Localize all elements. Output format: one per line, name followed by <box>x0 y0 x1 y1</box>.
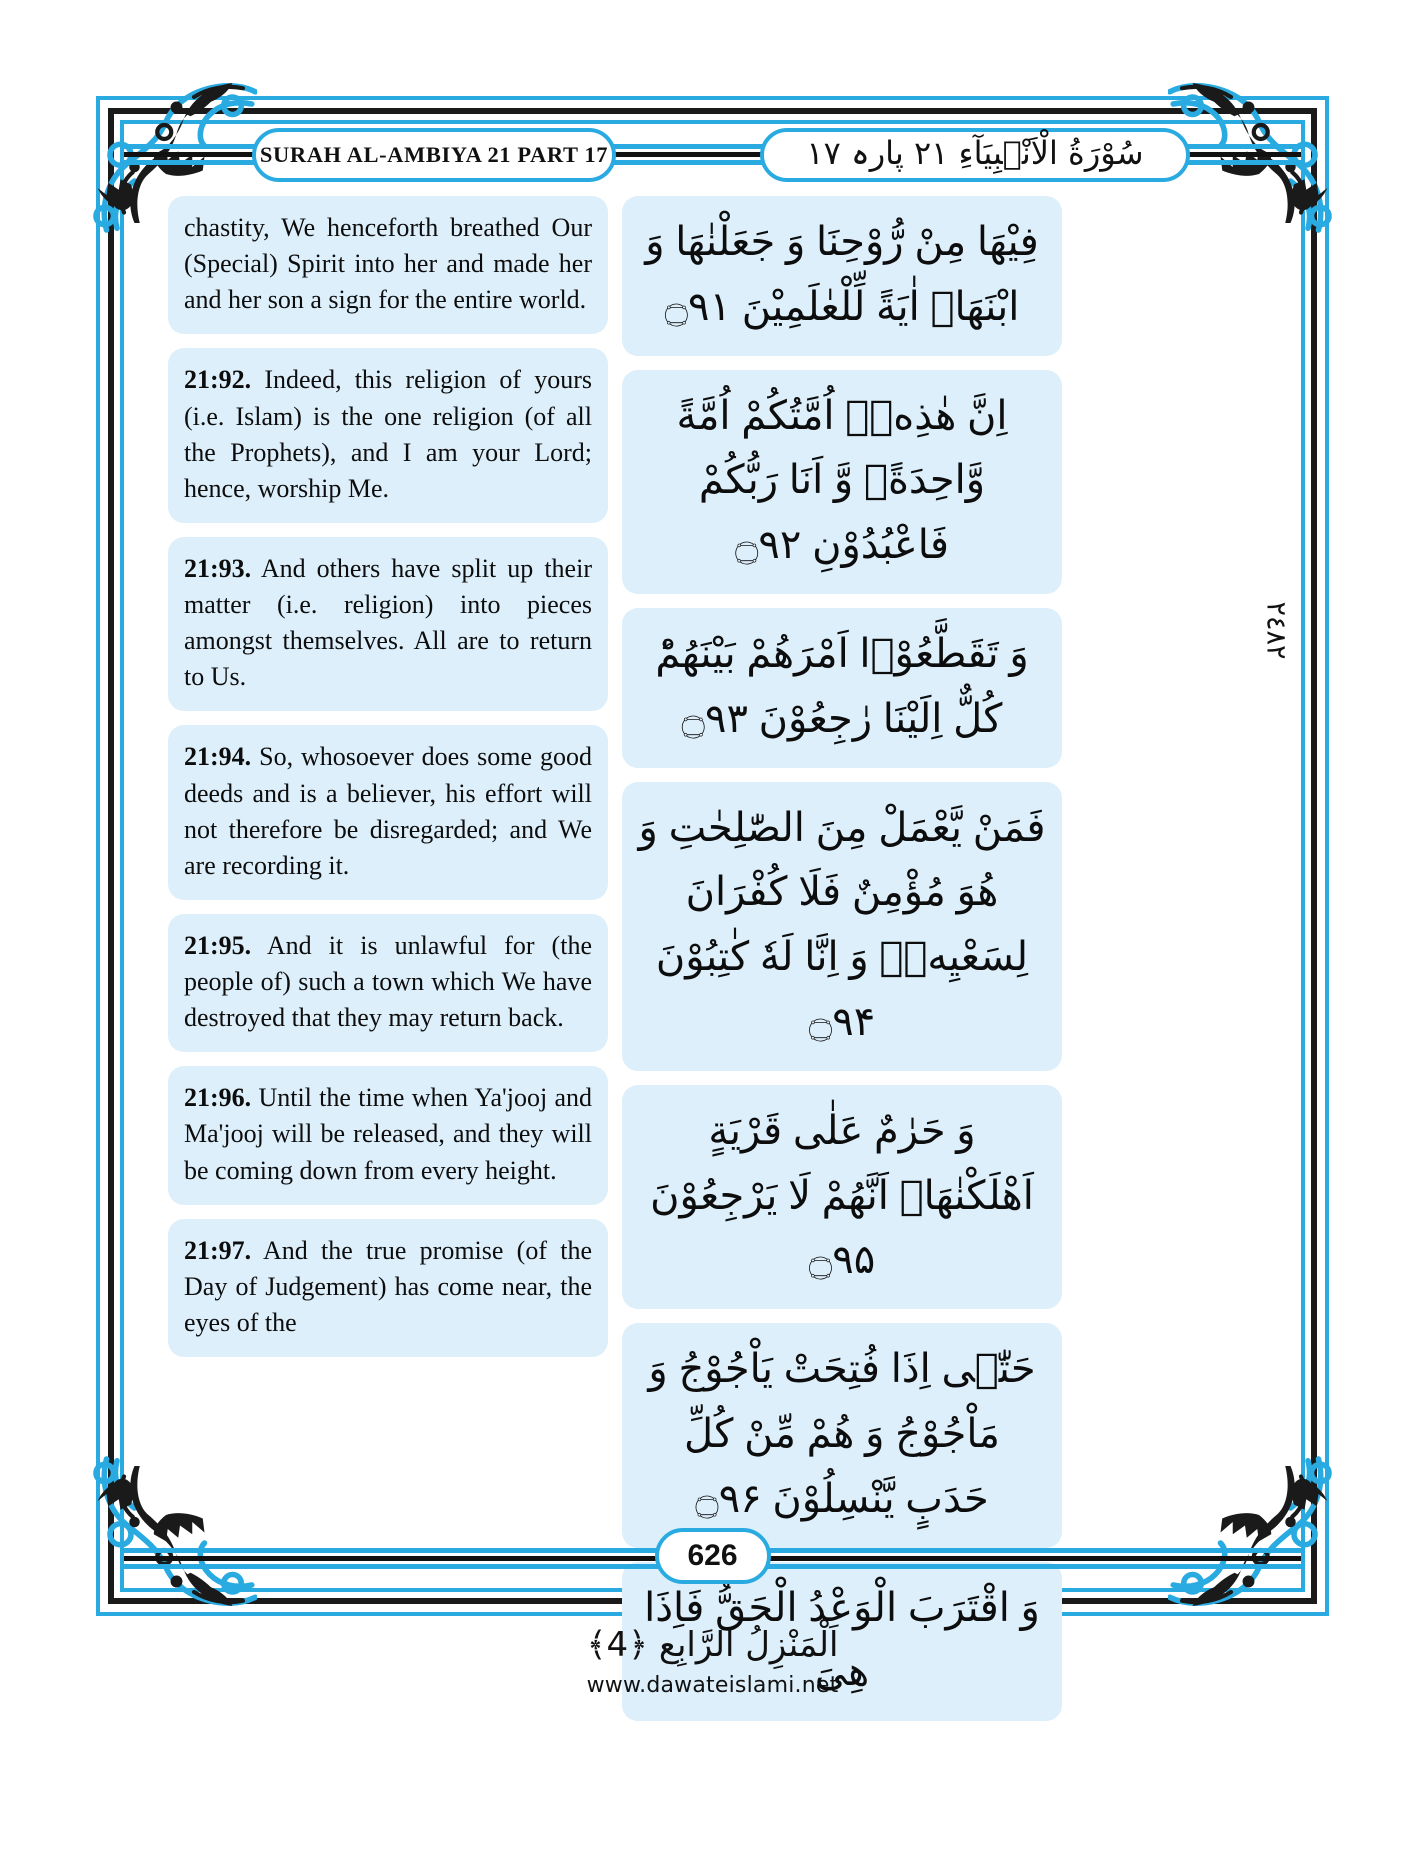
frame-line-top-mid <box>108 108 1317 114</box>
verse-text-en <box>184 551 592 696</box>
frame-line-top-outer <box>96 96 1329 100</box>
frame-line-right-outer <box>1325 96 1329 1616</box>
verse-body: And others have split up their matter (i.e. religion) into pieces amongst themselves. All are to return to Us. <box>184 553 592 692</box>
verse-text-en <box>184 739 592 884</box>
verse-ref: 21:93. <box>184 553 252 583</box>
verse-panel-ar <box>622 196 1062 356</box>
verse-text-ar: اِنَّ هٰذِهٖۤ اُمَّتُكُمْ اُمَّةً وَّاحِدَةًۖ وَّ اَنَا رَبُّكُمْ فَاعْبُدُوْنِ ۝۹۲ <box>676 392 1008 569</box>
verse-panel-en <box>168 914 608 1052</box>
verse-panel-ar <box>622 782 1062 1071</box>
frame-line-left-outer <box>96 96 100 1616</box>
verse-body: Indeed, this religion of yours (i.e. Islam) is the one religion (of all the Prophets), and I am your Lord; hence, worship Me. <box>184 365 593 503</box>
verse-ref: 21:97. <box>184 1235 252 1265</box>
verse-text-ar: فِیْهَا مِنْ رُّوْحِنَا وَ جَعَلْنٰهَا وَ ابْنَهَاۤ اٰیَةً لِّلْعٰلَمِیْنَ ۝۹۱ <box>645 219 1039 330</box>
verse-body: And the true promise (of the Day of Judgement) has come near, the eyes of the <box>184 1235 592 1337</box>
verse-ref: 21:92. <box>184 365 252 395</box>
frame-line-left-mid <box>108 108 114 1604</box>
verse-text-ar: وَ تَقَطَّعُوْۤا اَمْرَهُمْ بَیْنَهُمْؕ كُلٌّ اِلَیْنَا رٰجِعُوْنَ ۝۹۳ <box>655 630 1029 742</box>
verse-text-en <box>184 210 592 318</box>
verse-text-ar: وَ اقْتَرَبَ الْوَعْدُ الْحَقُّ فَاِذَا هِیَ <box>644 1584 1040 1696</box>
surah-title-ar: سُوْرَةُ الْاَنْۢبِيَآءِ ٢١ پارہ ١٧ <box>806 134 1144 172</box>
verse-panel-en <box>168 1219 608 1357</box>
surah-title-en-pill <box>252 128 616 182</box>
verse-panel-ar <box>622 370 1062 594</box>
verse-ref: 21:95. <box>184 930 252 960</box>
side-juz-marker <box>1253 560 1299 700</box>
verse-panel-ar <box>622 1085 1062 1309</box>
verse-panel-en <box>168 348 608 523</box>
manzil-label: اَلْمَنْزِلُ الرَّابِع ﴿4﴾ <box>586 1625 839 1665</box>
verse-text-en <box>184 928 592 1036</box>
frame-line-right-mid <box>1311 108 1317 1604</box>
verse-body: Until the time when Ya'jooj and Ma'jooj will be released, and they will be coming down from every height. <box>184 1083 592 1185</box>
verse-text-ar: حَتّٰۤى اِذَا فُتِحَتْ یَاْجُوْجُ وَ مَاْجُوْجُ وَ هُمْ مِّنْ كُلِّ حَدَبٍ یَّنْسِلُوْنَ ۝۹۶ <box>648 1346 1036 1522</box>
verse-text-ar: فَمَنْ یَّعْمَلْ مِنَ الصّٰلِحٰتِ وَ هُوَ مُؤْمِنٌ فَلَا كُفْرَانَ لِسَعْیِهٖۚ وَ اِنَّا لَهٗ كٰتِبُوْنَ ۝۹۴ <box>638 804 1046 1045</box>
verse-panel-ar <box>622 608 1062 768</box>
verse-text-ar: وَ حَرٰمٌ عَلٰى قَرْیَةٍ اَهْلَكْنٰهَاۤ اَنَّهُمْ لَا یَرْجِعُوْنَ ۝۹۵ <box>650 1107 1034 1284</box>
verse-panel-en <box>168 725 608 900</box>
frame-line-right-inner <box>1301 120 1305 1592</box>
verse-text-en <box>184 1080 592 1188</box>
surah-title-en: SURAH AL-AMBIYA 21 PART 17 <box>259 142 609 167</box>
verse-text-en <box>184 1233 592 1341</box>
translation-column <box>168 196 608 1446</box>
page-footer-band <box>124 1528 1301 1590</box>
frame-line-left-inner <box>120 120 124 1592</box>
page-footer-text <box>0 1612 1425 1698</box>
verse-ref: 21:96. <box>184 1083 252 1113</box>
verse-text-en <box>184 362 592 507</box>
verse-panel-ar <box>622 1323 1062 1547</box>
surah-title-ar-pill <box>760 128 1190 182</box>
verse-panel-en <box>168 537 608 712</box>
verse-panel-en <box>168 196 608 334</box>
website-url[interactable]: www.dawateislami.net <box>586 1672 839 1698</box>
page-number-pill <box>655 1528 771 1584</box>
verse-body: And it is unlawful for (the people of) such a town which We have destroyed that they may return back. <box>184 930 592 1033</box>
verse-ref: 21:94. <box>184 742 252 772</box>
verse-body: So, whosoever does some good deeds and is a believer, his effort will not therefore be disregarded; and We are recording it. <box>184 742 592 880</box>
side-juz-marker-label: ٢٤٨٢ <box>1260 600 1292 660</box>
page-header <box>124 124 1301 186</box>
page-number: 626 <box>687 1539 738 1572</box>
verse-body: chastity, We henceforth breathed Our (Special) Spirit into her and made her and her son a sign for the entire world. <box>184 213 592 315</box>
verse-panel-en <box>168 1066 608 1204</box>
